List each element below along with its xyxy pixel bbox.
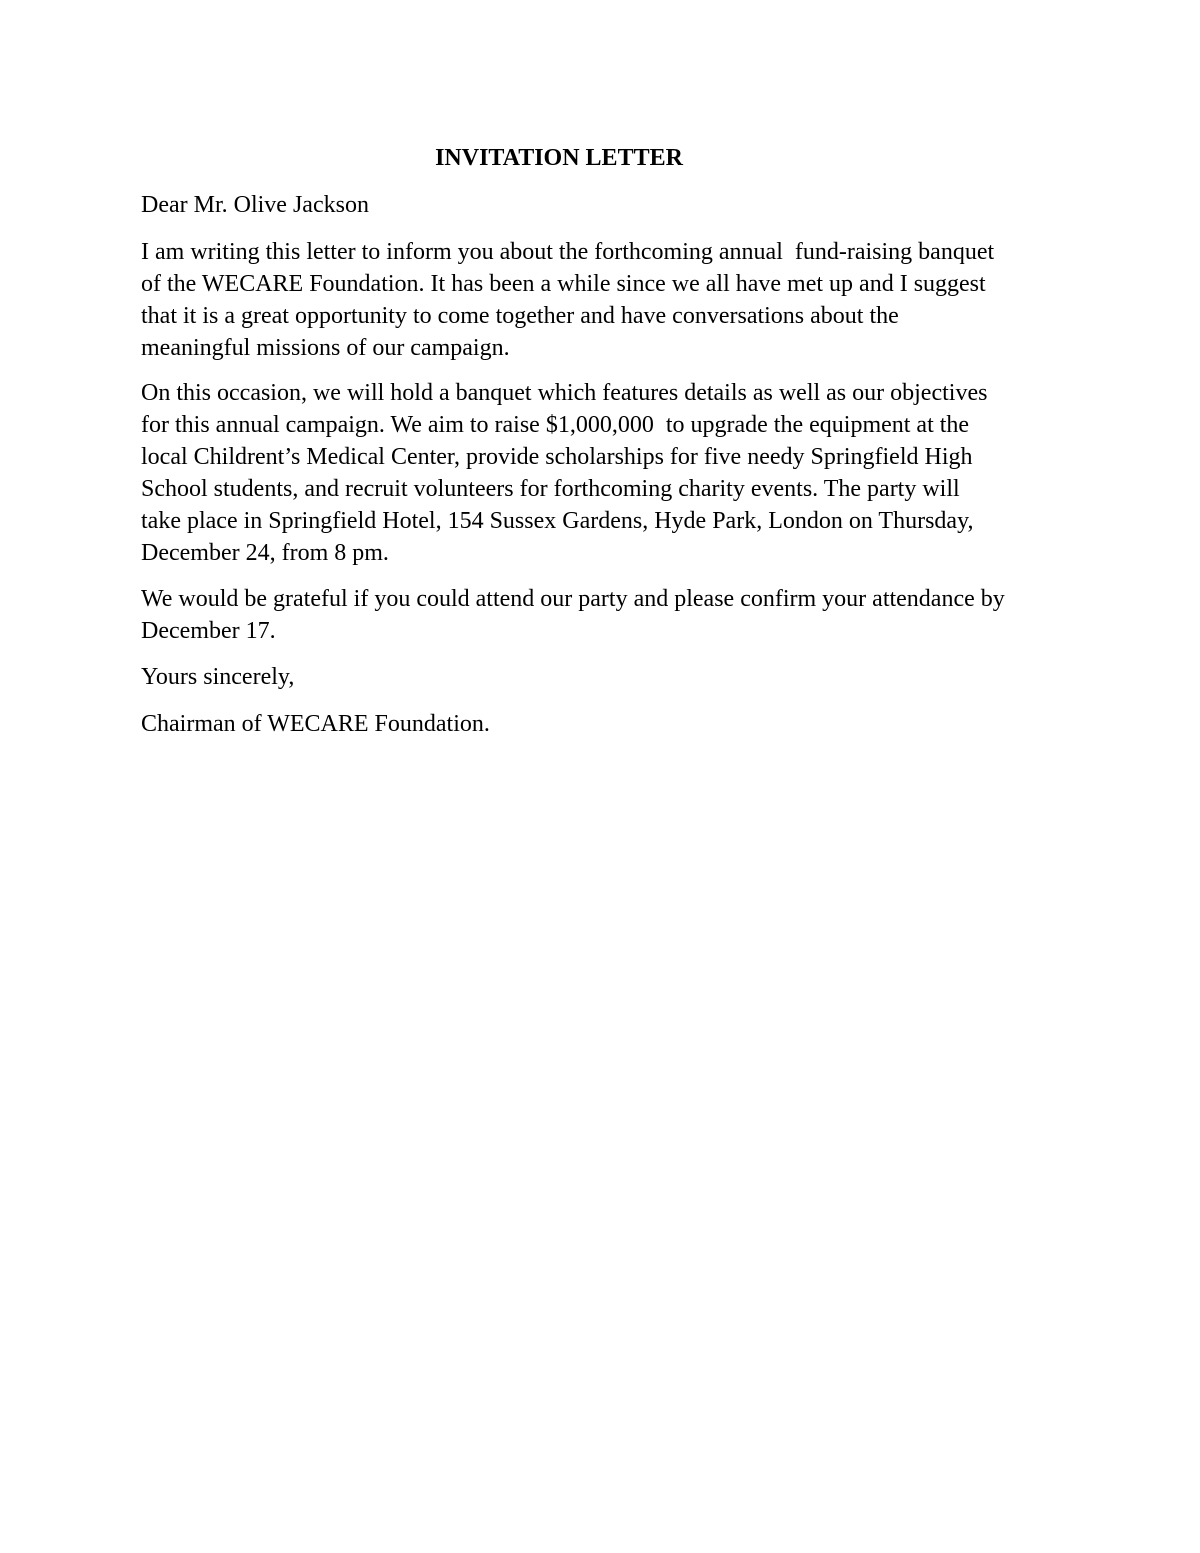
closing: Yours sincerely,	[141, 664, 295, 690]
letter-title: INVITATION LETTER	[435, 145, 683, 171]
salutation: Dear Mr. Olive Jackson	[141, 192, 369, 218]
paragraph-line: for this annual campaign. We aim to raise $1,000,000 to upgrade the equipment at the	[141, 412, 970, 438]
paragraph-intro	[141, 236, 994, 364]
paragraph-line: December 24, from 8 pm.	[141, 540, 389, 566]
paragraph-line: I am writing this letter to inform you about the forthcoming annual fund-raising banquet	[141, 239, 995, 265]
paragraph-line: We would be grateful if you could attend our party and please confirm your attendance by	[141, 586, 1005, 612]
paragraph-line: local Childrent’s Medical Center, provide scholarships for five needy Springfield High	[141, 444, 973, 470]
paragraph-details	[141, 377, 987, 569]
paragraph-line: School students, and recruit volunteers for forthcoming charity events. The party will	[141, 476, 960, 502]
paragraph-line: December 17.	[141, 618, 276, 644]
paragraph-line: meaningful missions of our campaign.	[141, 335, 510, 361]
paragraph-line: that it is a great opportunity to come together and have conversations about the	[141, 303, 899, 329]
paragraph-line: On this occasion, we will hold a banquet which features details as well as our objectives	[141, 380, 988, 406]
paragraph-request	[141, 583, 1005, 647]
signature: Chairman of WECARE Foundation.	[141, 711, 490, 737]
paragraph-line: take place in Springfield Hotel, 154 Sussex Gardens, Hyde Park, London on Thursday,	[141, 508, 974, 534]
paragraph-line: of the WECARE Foundation. It has been a while since we all have met up and I suggest	[141, 271, 986, 297]
